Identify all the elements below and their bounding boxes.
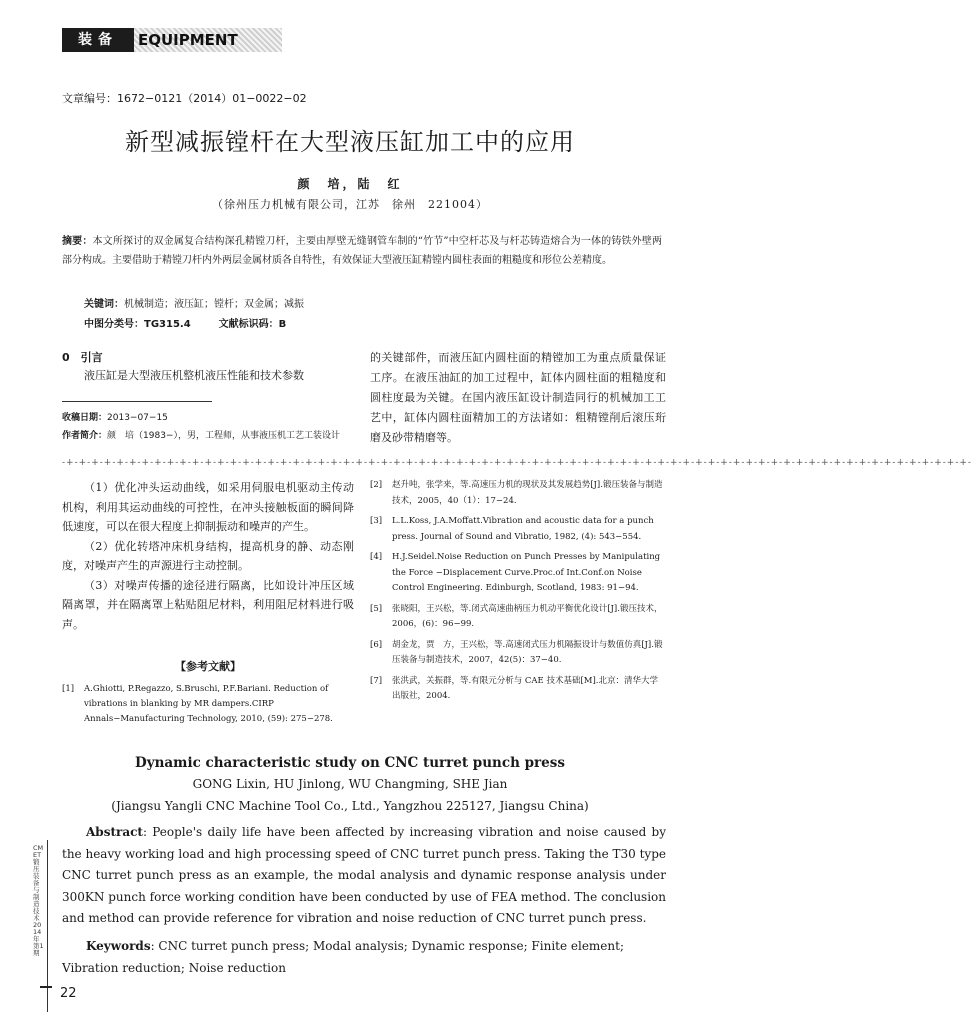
intro-text-right: 的关键部件，而液压缸内圆柱面的精镗加工为重点质量保证工序。在液压油缸的加工过程中，缸体内圆柱面的粗糙度和圆柱度最为关键。在国内液压缸设计制造同行的机械加工工艺中，缸体内圆柱面精加工的方法诸如：粗精镗削后滚压珩磨及砂带精磨等。	[370, 351, 666, 444]
page-title: 新型减振镗杆在大型液压缸加工中的应用	[125, 128, 575, 156]
reference-number: [1]	[62, 684, 75, 694]
journal-side-label: CMET锻压装备与制造技术 2014年第1期	[33, 844, 44, 957]
english-abstract-label: Abstract	[86, 825, 143, 839]
keywords-cn	[84, 295, 304, 310]
section-header-bar	[62, 28, 282, 52]
english-title: Dynamic characteristic study on CNC turret punch press	[135, 755, 565, 771]
abstract-cn-text: 本文所探讨的双金属复合结构深孔精镗刀杆，主要由厚壁无缝钢管车制的“竹节”中空杆芯及与杆芯铸造熔合为一体的铸铁外壁两部分构成。主要借助于精镗刀杆内外两层金属材质各自特性，有效保证大型液压缸精镗内圆柱表面的粗糙度和形位公差精度。	[62, 236, 662, 266]
english-keywords-text: : CNC turret punch press; Modal analysis; Dynamic response; Finite element; Vibration reduction; Noise reduction	[62, 939, 625, 975]
reference-item	[62, 682, 354, 727]
doc-code	[219, 319, 287, 330]
body-paragraph: （3）对噪声传播的途径进行隔离，比如设计冲压区域隔离罩，并在隔离罩上粘贴阻尼材料，利用阻尼材料进行吸声。	[62, 578, 354, 631]
received-date	[62, 410, 168, 423]
section-label-cn: 装备	[62, 28, 134, 52]
page-number: 22	[60, 986, 77, 1001]
reference-item	[370, 674, 666, 705]
clc-value: TG315.4	[144, 319, 191, 330]
references-left	[62, 682, 354, 732]
reference-item	[370, 478, 666, 509]
english-keywords	[62, 936, 666, 979]
reference-text: 胡金龙，贾 方，王兴松，等.高速闭式压力机隔振设计与数值仿真[J].锻压装备与制造技术，2007，42(5)：37−40.	[392, 639, 663, 665]
body-paragraph: （2）优化转塔冲床机身结构，提高机身的静、动态刚度，对噪声产生的声源进行主动控制。	[62, 539, 354, 572]
english-affiliation: (Jiangsu Yangli CNC Machine Tool Co., Ltd., Yangzhou 225127, Jiangsu China)	[111, 799, 589, 813]
reference-number: [5]	[370, 603, 383, 614]
section-label-en: EQUIPMENT	[134, 28, 282, 52]
footnote-divider	[62, 401, 212, 402]
english-abstract	[62, 822, 666, 930]
references-right	[370, 478, 666, 710]
author-bio	[62, 428, 340, 441]
reference-number: [4]	[370, 552, 383, 562]
body-column-left	[62, 478, 354, 634]
english-abstract-text: : People's daily life have been affected by increasing vibration and noise caused by the heavy working load and high processing speed of CNC turret punch press. Taking the T30 type CNC turret punch press as an example, the modal analysis and dynamic response analysis under 300KN punch force working condition have been conducted by use of FEA method. The conclusion and method can provide reference for vibration and noise reduction of CNC turret punch press.	[62, 825, 666, 925]
authors-cn: 颜 培，陆 红	[297, 177, 403, 191]
reference-text: H.J.Seidel.Noise Reduction on Punch Presses by Manipulating the Force −Displacement Curve.Proc.of Int.Conf.on Noise Control Engineering. Edinburgh, Scotland, 1983: 91−94.	[392, 552, 661, 593]
doc-code-label: 文献标识码：	[218, 319, 279, 330]
english-keywords-label: Keywords	[86, 939, 151, 953]
reference-item	[370, 602, 666, 633]
reference-number: [6]	[370, 639, 383, 650]
reference-text: 张晓阳，王兴松，等.闭式高速曲柄压力机动平衡优化设计[J].锻压技术，2006，(6)：96−99.	[392, 603, 663, 629]
intro-text-left: 液压缸是大型液压机整机液压性能和技术参数	[84, 369, 304, 382]
affiliation-cn: （徐州压力机械有限公司，江苏 徐州 221004）	[212, 198, 488, 211]
doc-code-value: B	[278, 319, 287, 330]
reference-number: [2]	[370, 480, 383, 490]
reference-text: A.Ghiotti, P.Regazzo, S.Bruschi, P.F.Bariani. Reduction of vibrations in blanking by MR dampers.CIRP Annals−Manufacturing Technology, 2010, (59): 275−278.	[84, 684, 333, 724]
reference-item	[370, 514, 666, 545]
received-value: 2013−07−15	[107, 413, 168, 423]
reference-text: 赵升吨，张学来，等.高速压力机的现状及其发展趋势[J].锻压装备与制造技术，2005，40（1）：17−24.	[392, 480, 663, 506]
body-paragraph: （1）优化冲头运动曲线，如采用伺服电机驱动主传动机构，利用其运动曲线的可控性，在冲头接触板面的瞬间降低速度，可以在很大程度上抑制振动和噪声的产生。	[62, 481, 354, 533]
reference-text: 张洪武，关振群，等.有限元分析与 CAE 技术基础[M].北京：清华大学出版社，2004.	[392, 675, 658, 701]
keywords-cn-text: 机械制造；液压缸；镗杆；双金属；减振	[124, 299, 304, 310]
author-bio-label: 作者简介：	[62, 431, 108, 441]
author-bio-value: 颜 培（1983−），男，工程师，从事液压机工艺工装设计	[107, 431, 340, 441]
reference-number: [7]	[370, 675, 383, 686]
article-separator: -+-+-+-+-+-+-+-+-+-+-+-+-+-+-+-+-+-+-+-+-+-+-+-+-+-+-+-+-+-+-+-+-+-+-+-+-+-+-+-+-+-+-+-+-+-+-+-+-+-+-+-+-+-+-+-+-+-+-+-+-+-+-+-+-+-+-+-+-+-+-+-+-	[62, 458, 972, 468]
abstract-cn-label: 摘要：	[62, 236, 93, 247]
clc-label: 中图分类号：	[84, 319, 144, 330]
abstract-cn	[62, 232, 662, 270]
keywords-cn-label: 关键词：	[84, 299, 124, 310]
received-label: 收稿日期：	[62, 413, 108, 423]
classification-line	[84, 315, 314, 330]
intro-heading: 0 引言	[62, 351, 103, 364]
english-authors: GONG Lixin, HU Jinlong, WU Changming, SHE Jian	[192, 777, 508, 791]
reference-text: L.L.Koss, J.A.Moffatt.Vibration and acoustic data for a punch press. Journal of Sound and Vibratio, 1982, (4): 543−554.	[392, 516, 654, 542]
reference-item	[370, 550, 666, 597]
page-marker	[40, 986, 52, 988]
clc-number	[84, 319, 191, 330]
reference-number: [3]	[370, 516, 383, 526]
article-number: 文章编号：1672−0121（2014）01−0022−02	[62, 92, 307, 105]
reference-item	[370, 638, 666, 669]
references-heading: 【参考文献】	[175, 660, 241, 673]
